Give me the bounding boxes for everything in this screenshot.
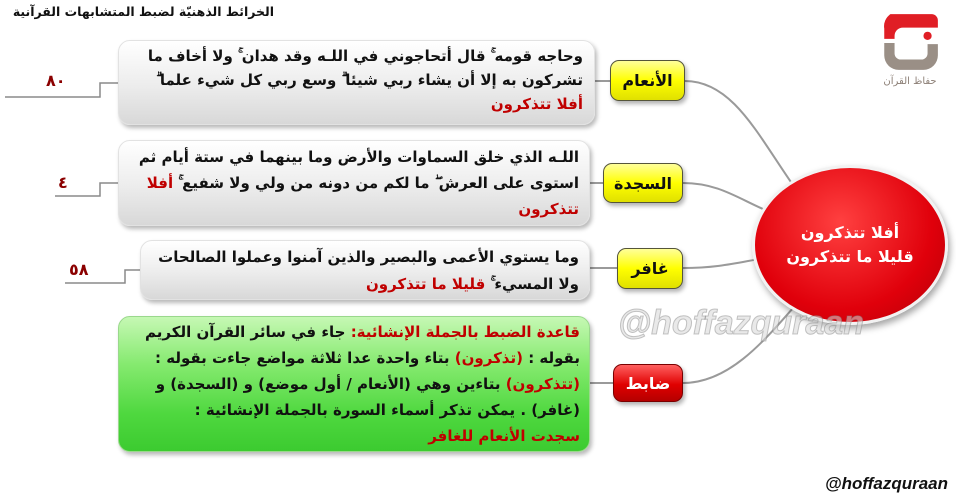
verse-line	[129, 170, 579, 196]
center-node	[752, 165, 948, 325]
hoffaz-quraan-logo-icon	[876, 10, 942, 74]
branch-connector-anam	[685, 81, 800, 195]
rule-text: بتاء واحدة عدا ثلاثة مواضع جاءت بقوله :	[155, 349, 450, 367]
watermark: @hoffazquraan	[618, 304, 864, 342]
center-text-line: قليلا ما تتذكرون	[786, 247, 914, 266]
verse-box-anam	[118, 40, 595, 125]
rule-text: بقوله :	[528, 349, 580, 367]
rule-line: (غافر) . يمكن تذكر أسماء السورة بالجملة الإنشائية :	[194, 401, 580, 419]
rule-heading: قاعدة الضبط بالجملة الإنشائية:	[350, 323, 580, 341]
ayah-number: ٤	[58, 173, 68, 192]
center-text-line: أفلا تتذكرون	[800, 223, 900, 242]
surah-label-ghafir: غافر	[617, 248, 683, 289]
verse-line	[151, 271, 579, 298]
verse-line: وحاجه قومه ۚ قال أتحاجوني في اللـه وقد هدان ۚ ولا أخاف ما	[147, 47, 583, 65]
rule-mnemonic: سجدت الأنعام للغافر	[428, 427, 580, 445]
page-title: الخرائط الذهنيّة لضبط المتشابهات القرآنية	[12, 4, 274, 19]
branch-connector-sajdah	[683, 183, 770, 212]
verse-box-ghafir	[140, 240, 590, 300]
rule-line	[129, 345, 580, 371]
verse-box-sajdah	[118, 140, 590, 226]
verse-highlight: قليلا ما تتذكرون	[365, 275, 486, 293]
footer-handle: @hoffazquraan	[825, 474, 948, 493]
ayah-number: ٨٠	[46, 71, 66, 90]
verse-line: اللـه الذي خلق السماوات والأرض وما بينهما في ستة أيام ثم	[138, 148, 579, 166]
verse-highlight: أفلا تتذكرون	[490, 95, 583, 113]
rule-text: جاء في سائر القرآن الكريم	[145, 323, 346, 341]
rule-word-single: (تذكرون)	[454, 349, 523, 367]
verse-line: وما يستوي الأعمى والبصير والذين آمنوا وعملوا الصالحات	[158, 248, 579, 266]
rule-line	[129, 371, 580, 397]
surah-label-anam: الأنعام	[610, 60, 685, 101]
logo-text: حفاظ القرآن	[883, 76, 937, 87]
surah-label-sajdah: السجدة	[603, 163, 683, 203]
verse-highlight: تتذكرون	[518, 200, 579, 218]
rule-line	[129, 319, 580, 345]
verse-text: ولا المسيء ۚ	[490, 275, 579, 293]
rule-word-double: (تتذكرون)	[505, 375, 580, 393]
rule-box	[118, 316, 590, 452]
verse-text: استوى على العرش ۖ ما لكم من دونه من ولي ولا شفيع ۚ	[178, 174, 579, 192]
verse-line: تشركون به إلا أن يشاء ربي شيئا ۗ وسع ربي كل شيء علما ۗ	[156, 71, 583, 89]
verse-highlight: أفلا	[146, 174, 174, 192]
hoffaz-logo	[876, 10, 944, 94]
rule-label: ضابط	[613, 364, 683, 402]
rule-text: بتاءين وهي (الأنعام / أول موضع) و (السجدة) و	[155, 375, 501, 393]
ayah-number: ٥٨	[69, 260, 89, 279]
